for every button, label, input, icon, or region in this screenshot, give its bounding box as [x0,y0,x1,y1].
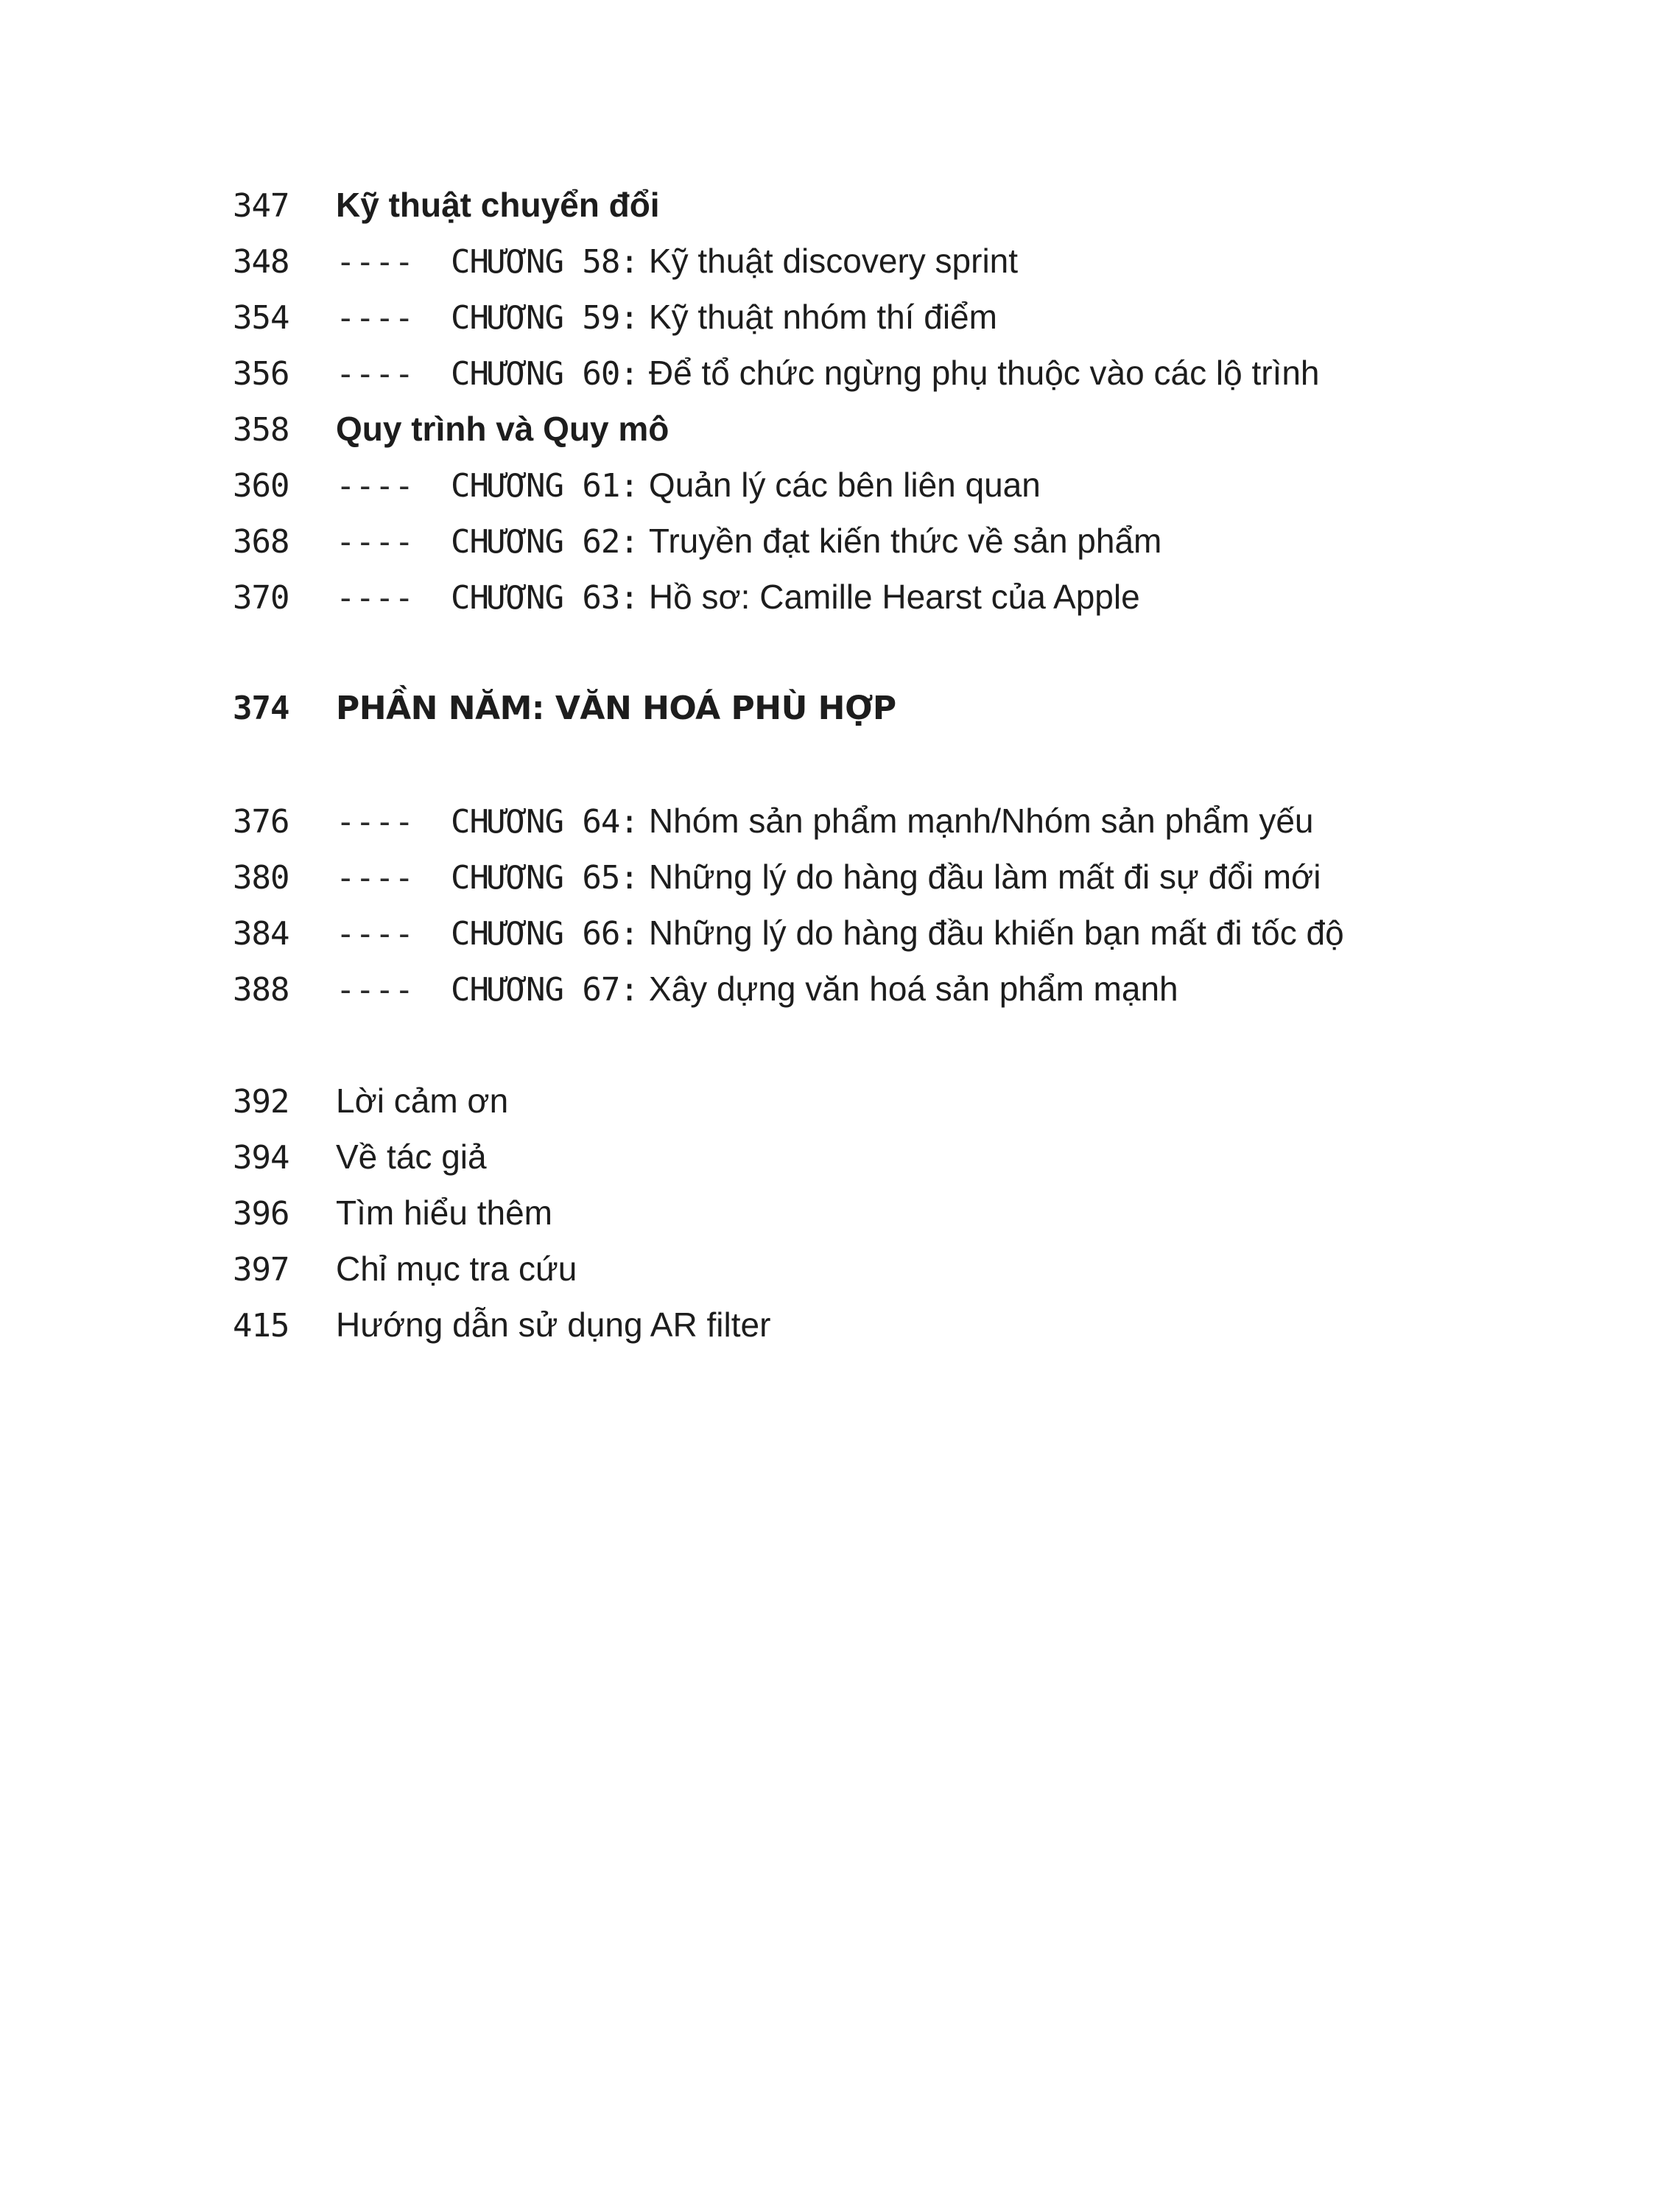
dash-leader: ---- [336,467,414,505]
toc-backmatter-row[interactable] [233,1073,1558,1129]
section-title: Kỹ thuật chuyển đổi [336,186,660,224]
page-number: 348 [233,243,289,281]
toc-backmatter-row[interactable] [233,1185,1558,1241]
chapter-label: CHƯƠNG 62 [451,523,620,561]
toc-backmatter-row[interactable] [233,1129,1558,1185]
chapter-label: CHƯƠNG 59 [451,299,620,337]
toc-chapter-row[interactable] [233,849,1558,905]
toc-chapter-row[interactable] [233,569,1558,625]
chapter-title: Kỹ thuật discovery sprint [648,242,1019,280]
page-number: 368 [233,523,289,561]
chapter-title: Nhóm sản phẩm mạnh/Nhóm sản phẩm yếu [648,802,1314,840]
dash-leader: ---- [336,915,414,953]
chapter-label: CHƯƠNG 63 [451,579,620,617]
backmatter-title: Lời cảm ơn [336,1082,509,1120]
toc-chapter-row[interactable] [233,289,1558,345]
chapter-label: CHƯƠNG 67 [451,971,620,1009]
page-number: 354 [233,299,289,337]
chapter-label: CHƯƠNG 65 [451,859,620,897]
dash-leader: ---- [336,971,414,1009]
page-number: 374 [233,690,289,727]
chapter-colon: : [619,523,639,561]
page-number: 392 [233,1083,289,1121]
chapter-title: Hồ sơ: Camille Hearst của Apple [648,578,1140,616]
page-number: 397 [233,1251,289,1289]
page-number: 347 [233,187,289,225]
toc-chapter-row[interactable] [233,961,1558,1017]
page-number: 415 [233,1307,289,1345]
chapter-title: Kỹ thuật nhóm thí điểm [648,298,997,336]
chapter-colon: : [619,915,639,953]
chapter-colon: : [619,467,639,505]
dash-leader: ---- [336,803,414,841]
page-number: 396 [233,1195,289,1233]
chapter-colon: : [619,971,639,1009]
chapter-title: Những lý do hàng đầu làm mất đi sự đổi mới [648,858,1321,896]
page-number: 384 [233,915,289,953]
toc-chapter-row[interactable] [233,457,1558,513]
toc-backmatter-row[interactable] [233,1297,1558,1353]
dash-leader: ---- [336,355,414,393]
chapter-label: CHƯƠNG 64 [451,803,620,841]
dash-leader: ---- [336,299,414,337]
dash-leader: ---- [336,523,414,561]
toc-chapter-row[interactable] [233,233,1558,289]
page-number: 388 [233,971,289,1009]
dash-leader: ---- [336,579,414,617]
dash-leader: ---- [336,243,414,281]
page-number: 356 [233,355,289,393]
chapter-title: Những lý do hàng đầu khiến bạn mất đi tốc độ [648,914,1344,952]
backmatter-title: Về tác giả [336,1138,487,1176]
toc-chapter-row[interactable] [233,345,1558,401]
toc-chapter-row[interactable] [233,793,1558,849]
page-number: 394 [233,1139,289,1177]
toc-chapter-row[interactable] [233,513,1558,569]
chapter-colon: : [619,579,639,617]
chapter-label: CHƯƠNG 60 [451,355,620,393]
chapter-label: CHƯƠNG 61 [451,467,620,505]
page-number: 380 [233,859,289,897]
table-of-contents [233,177,1558,1353]
chapter-title: Xây dựng văn hoá sản phẩm mạnh [648,970,1178,1008]
backmatter-title: Tìm hiểu thêm [336,1194,552,1232]
chapter-colon: : [619,803,639,841]
chapter-colon: : [619,243,639,281]
backmatter-title: Hướng dẫn sử dụng AR filter [336,1305,771,1344]
page-number: 360 [233,467,289,505]
page-number: 370 [233,579,289,617]
toc-part-row[interactable] [233,681,1558,737]
chapter-colon: : [619,299,639,337]
chapter-label: CHƯƠNG 58 [451,243,620,281]
page-number: 376 [233,803,289,841]
part-title: PHẦN NĂM: VĂN HOÁ PHÙ HỢP [336,690,896,727]
toc-section-row[interactable] [233,177,1558,233]
chapter-title: Quản lý các bên liên quan [648,466,1041,504]
backmatter-title: Chỉ mục tra cứu [336,1250,577,1288]
chapter-colon: : [619,859,639,897]
chapter-title: Truyền đạt kiến thức về sản phẩm [648,522,1162,560]
toc-section-row[interactable] [233,401,1558,457]
toc-chapter-row[interactable] [233,905,1558,961]
toc-backmatter-row[interactable] [233,1241,1558,1297]
dash-leader: ---- [336,859,414,897]
section-title: Quy trình và Quy mô [336,410,669,448]
chapter-colon: : [619,355,639,393]
chapter-title: Để tổ chức ngừng phụ thuộc vào các lộ trình [648,354,1320,392]
chapter-label: CHƯƠNG 66 [451,915,620,953]
page-number: 358 [233,411,289,449]
